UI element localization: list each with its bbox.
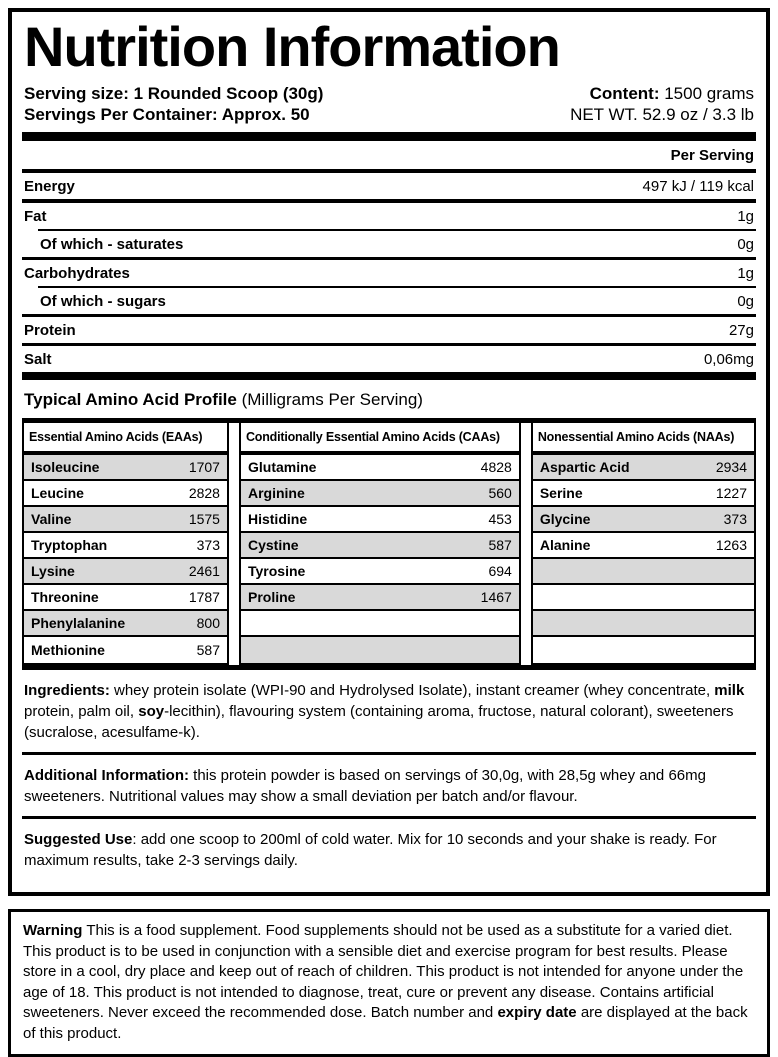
ingredients-text: -lecithin), flavouring system (containing aroma, fructose, natural colorant), sweeteners (sucralose, acesulfame-k). — [24, 703, 734, 742]
amino-row — [24, 611, 227, 637]
nutrient-value: 0,06mg — [703, 350, 754, 368]
amino-name: Proline — [247, 589, 296, 606]
ingredients-allergen-soy: soy — [138, 703, 165, 721]
amino-name: Phenylalanine — [31, 615, 126, 632]
ingredients-label: Ingredients: — [24, 682, 110, 700]
nutrient-label: Energy — [24, 177, 75, 195]
content-line — [570, 83, 754, 104]
amino-name: Methionine — [31, 642, 105, 659]
warning-text: This is a food supplement. Food supplements should not be used as a substitute for a varied diet. This product is to be used in conjunction with a sensible diet and exercise program for best results. Please store in a cool, dry place and keep out of reach of children. This product is not intended for anyone under the age of 18. This product is not intended to diagnose, treat, cure or prevent any disease. Contains artificial sweeteners. Never exceed the recommended dose. Batch number and — [23, 922, 744, 1022]
amino-profile-title-sub: (Milligrams Per Serving) — [241, 390, 423, 410]
amino-value: 453 — [488, 511, 512, 528]
nutrient-value: 1g — [737, 207, 754, 225]
amino-name: Glutamine — [247, 459, 317, 476]
amino-name: Arginine — [247, 485, 305, 502]
nutrient-label: Of which - saturates — [40, 235, 184, 253]
amino-row-empty — [241, 637, 519, 663]
nutrient-row-saturates — [22, 231, 756, 257]
amino-column-header: Conditionally Essential Amino Acids (CAAs) — [241, 423, 519, 455]
suggested-use-label: Suggested Use — [24, 831, 133, 849]
nutrient-value: 0g — [737, 292, 754, 310]
per-serving-column-header: Per Serving — [670, 147, 754, 165]
amino-row — [24, 585, 227, 611]
amino-row — [241, 481, 519, 507]
nutrient-row-protein — [22, 317, 756, 343]
warning-label: Warning — [23, 922, 83, 940]
amino-name: Threonine — [31, 589, 99, 606]
amino-row — [533, 533, 754, 559]
amino-row — [241, 533, 519, 559]
amino-name: Cystine — [247, 537, 299, 554]
amino-table-bottom-bar — [22, 665, 756, 670]
amino-column-header: Essential Amino Acids (EAAs) — [24, 423, 227, 455]
amino-row-empty — [533, 559, 754, 585]
amino-name: Histidine — [247, 511, 308, 528]
section-divider — [22, 752, 756, 755]
warning-expiry-date-bold: expiry date — [497, 1004, 577, 1022]
additional-info-paragraph — [24, 765, 754, 807]
amino-row — [533, 455, 754, 481]
amino-row — [241, 507, 519, 533]
amino-value: 4828 — [480, 459, 512, 476]
amino-profile-title — [24, 390, 756, 410]
amino-value: 800 — [196, 615, 220, 632]
amino-name: Lysine — [31, 563, 75, 580]
suggested-use-text: : add one scoop to 200ml of cold water. Mix for 10 seconds and your shake is ready. For maximum results, take 2-3 servings daily. — [24, 831, 717, 870]
amino-value: 373 — [196, 537, 220, 554]
amino-name: Serine — [539, 485, 583, 502]
amino-column-caas — [239, 423, 521, 665]
amino-name: Valine — [31, 511, 72, 528]
nutrient-row-fat — [22, 203, 756, 229]
top-divider-bar — [22, 132, 756, 141]
amino-value: 1787 — [188, 589, 220, 606]
amino-name: Leucine — [31, 485, 84, 502]
amino-row — [24, 533, 227, 559]
serving-info-block — [24, 83, 754, 125]
nutrient-value: 1g — [737, 264, 754, 282]
suggested-use-paragraph — [24, 829, 754, 871]
amino-row — [24, 455, 227, 481]
content-info-right — [570, 83, 754, 125]
nutrient-value: 27g — [728, 321, 754, 339]
section-divider-bar — [22, 372, 756, 380]
amino-value: 1575 — [188, 511, 220, 528]
additional-info-label: Additional Information: — [24, 767, 189, 785]
amino-row-empty — [533, 585, 754, 611]
warning-text: are displayed at the back of this product. — [23, 1004, 748, 1042]
nutrient-row-carbohydrates — [22, 260, 756, 286]
nutrient-label: Of which - sugars — [40, 292, 166, 310]
amino-row — [24, 507, 227, 533]
amino-value: 2934 — [715, 459, 747, 476]
amino-value: 2828 — [188, 485, 220, 502]
nutrient-value: 0g — [737, 235, 754, 253]
amino-row — [24, 637, 227, 663]
amino-value: 1227 — [715, 485, 747, 502]
nutrient-label: Protein — [24, 321, 76, 339]
nutrient-label: Salt — [24, 350, 52, 368]
servings-per-container-text: Servings Per Container: Approx. 50 — [24, 105, 310, 125]
net-weight-text: NET WT. 52.9 oz / 3.3 lb — [570, 105, 754, 125]
amino-value: 373 — [723, 511, 747, 528]
ingredients-allergen-milk: milk — [714, 682, 745, 700]
amino-column-eaas — [22, 423, 229, 665]
section-divider — [22, 816, 756, 819]
nutrition-label-panel — [8, 8, 770, 896]
amino-row — [24, 559, 227, 585]
amino-row — [241, 585, 519, 611]
amino-row — [241, 559, 519, 585]
amino-name: Isoleucine — [31, 459, 100, 476]
amino-row-empty — [533, 637, 754, 663]
amino-name: Tyrosine — [247, 563, 306, 580]
nutrient-label: Carbohydrates — [24, 264, 130, 282]
ingredients-text: protein, palm oil, — [24, 703, 139, 721]
ingredients-text: whey protein isolate (WPI-90 and Hydrolysed Isolate), instant creamer (whey concentrate, — [109, 682, 715, 700]
nutrient-value: 497 kJ / 119 kcal — [642, 177, 754, 195]
amino-row — [241, 455, 519, 481]
amino-column-header: Nonessential Amino Acids (NAAs) — [533, 423, 754, 455]
page-title: Nutrition Information — [24, 18, 560, 76]
amino-value: 587 — [488, 537, 512, 554]
content-label: Content: — [589, 84, 660, 104]
nutrient-row-salt — [22, 346, 756, 372]
amino-row-empty — [241, 611, 519, 637]
amino-value: 1707 — [188, 459, 220, 476]
amino-name: Glycine — [539, 511, 591, 528]
amino-value: 1467 — [480, 589, 512, 606]
ingredients-paragraph — [24, 680, 754, 743]
amino-name: Alanine — [539, 537, 591, 554]
amino-acid-table — [22, 423, 756, 665]
amino-row — [533, 507, 754, 533]
additional-info-text: this protein powder is based on servings of 30,0g, with 28,5g whey and 66mg sweeteners. Nutritional values may show a small deviation per batch and/or flavour. — [24, 767, 706, 806]
amino-column-naas — [531, 423, 756, 665]
amino-value: 560 — [488, 485, 512, 502]
amino-name: Tryptophan — [31, 537, 108, 554]
nutrient-label: Fat — [24, 207, 47, 225]
amino-row-empty — [533, 611, 754, 637]
amino-value: 587 — [196, 642, 220, 659]
amino-profile-title-bold: Typical Amino Acid Profile — [24, 390, 237, 410]
amino-value: 1263 — [715, 537, 747, 554]
content-value: 1500 grams — [664, 84, 754, 104]
amino-value: 2461 — [188, 563, 220, 580]
amino-value: 694 — [488, 563, 512, 580]
nutrient-row-energy — [22, 173, 756, 199]
nutrient-row-sugars — [22, 288, 756, 314]
amino-row — [24, 481, 227, 507]
serving-info-left — [24, 83, 323, 125]
amino-row — [533, 481, 754, 507]
serving-size-text: Serving size: 1 Rounded Scoop (30g) — [24, 84, 324, 104]
amino-name: Aspartic Acid — [539, 459, 630, 476]
warning-panel — [8, 909, 770, 1057]
